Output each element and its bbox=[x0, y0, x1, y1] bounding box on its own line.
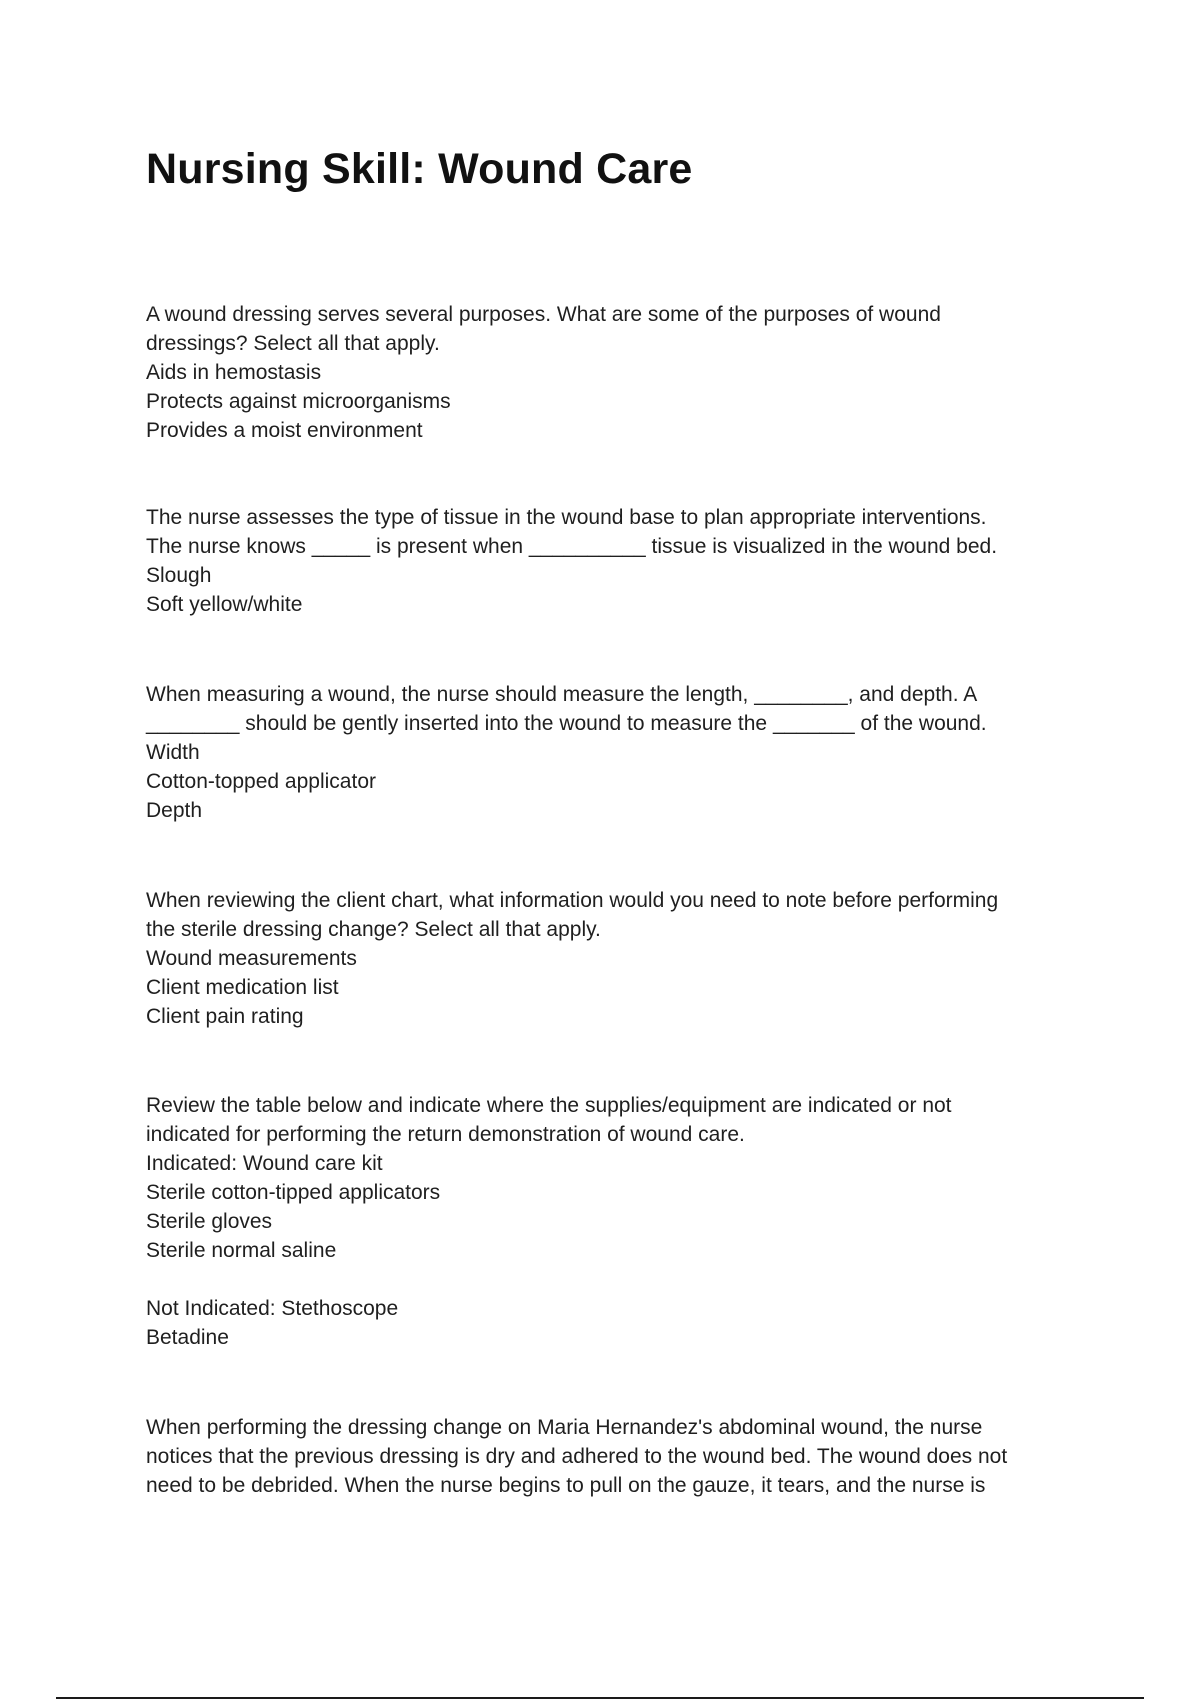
answer-item: Provides a moist environment bbox=[146, 419, 423, 442]
question-text: Review the table below and indicate where the supplies/equipment are indicated or not bbox=[146, 1094, 952, 1117]
spacer bbox=[146, 1265, 1066, 1294]
question-text: the sterile dressing change? Select all that apply. bbox=[146, 918, 601, 941]
question-block-6 bbox=[146, 1413, 1066, 1500]
question-text: The nurse knows _____ is present when __________ tissue is visualized in the wound bed. bbox=[146, 535, 998, 558]
question-text: When performing the dressing change on Maria Hernandez's abdominal wound, the nurse bbox=[146, 1416, 983, 1439]
answer-item: Depth bbox=[146, 799, 203, 822]
question-text: notices that the previous dressing is dry and adhered to the wound bed. The wound does not bbox=[146, 1445, 1008, 1468]
question-text: When measuring a wound, the nurse should measure the length, ________, and depth. A bbox=[146, 683, 978, 706]
answer-item: Width bbox=[146, 741, 200, 764]
indicated-item: Indicated: Wound care kit bbox=[146, 1152, 383, 1175]
question-text: indicated for performing the return demonstration of wound care. bbox=[146, 1123, 745, 1146]
question-block-4 bbox=[146, 886, 1066, 1031]
question-text: dressings? Select all that apply. bbox=[146, 332, 440, 355]
answer-item: Cotton-topped applicator bbox=[146, 770, 376, 793]
question-block-1 bbox=[146, 300, 1066, 445]
answer-item: Soft yellow/white bbox=[146, 593, 303, 616]
answer-item: Wound measurements bbox=[146, 947, 357, 970]
question-text: A wound dressing serves several purposes. What are some of the purposes of wound bbox=[146, 303, 941, 326]
question-text: need to be debrided. When the nurse begins to pull on the gauze, it tears, and the nurse is bbox=[146, 1474, 986, 1497]
page-title: Nursing Skill: Wound Care bbox=[146, 145, 693, 193]
answer-item: Aids in hemostasis bbox=[146, 361, 322, 384]
question-text: ________ should be gently inserted into the wound to measure the _______ of the wound. bbox=[146, 712, 987, 735]
answer-item: Client medication list bbox=[146, 976, 339, 999]
not-indicated-item: Betadine bbox=[146, 1326, 229, 1349]
not-indicated-item: Not Indicated: Stethoscope bbox=[146, 1297, 399, 1320]
question-text: When reviewing the client chart, what information would you need to note before performing bbox=[146, 889, 999, 912]
question-text: The nurse assesses the type of tissue in the wound base to plan appropriate interventions. bbox=[146, 506, 987, 529]
question-block-5 bbox=[146, 1091, 1066, 1352]
question-block-2 bbox=[146, 503, 1066, 619]
indicated-item: Sterile normal saline bbox=[146, 1239, 337, 1262]
answer-item: Slough bbox=[146, 564, 212, 587]
indicated-item: Sterile cotton-tipped applicators bbox=[146, 1181, 441, 1204]
answer-item: Protects against microorganisms bbox=[146, 390, 451, 413]
question-block-3 bbox=[146, 680, 1066, 825]
answer-item: Client pain rating bbox=[146, 1005, 304, 1028]
page-divider bbox=[56, 1697, 1144, 1699]
indicated-item: Sterile gloves bbox=[146, 1210, 273, 1233]
